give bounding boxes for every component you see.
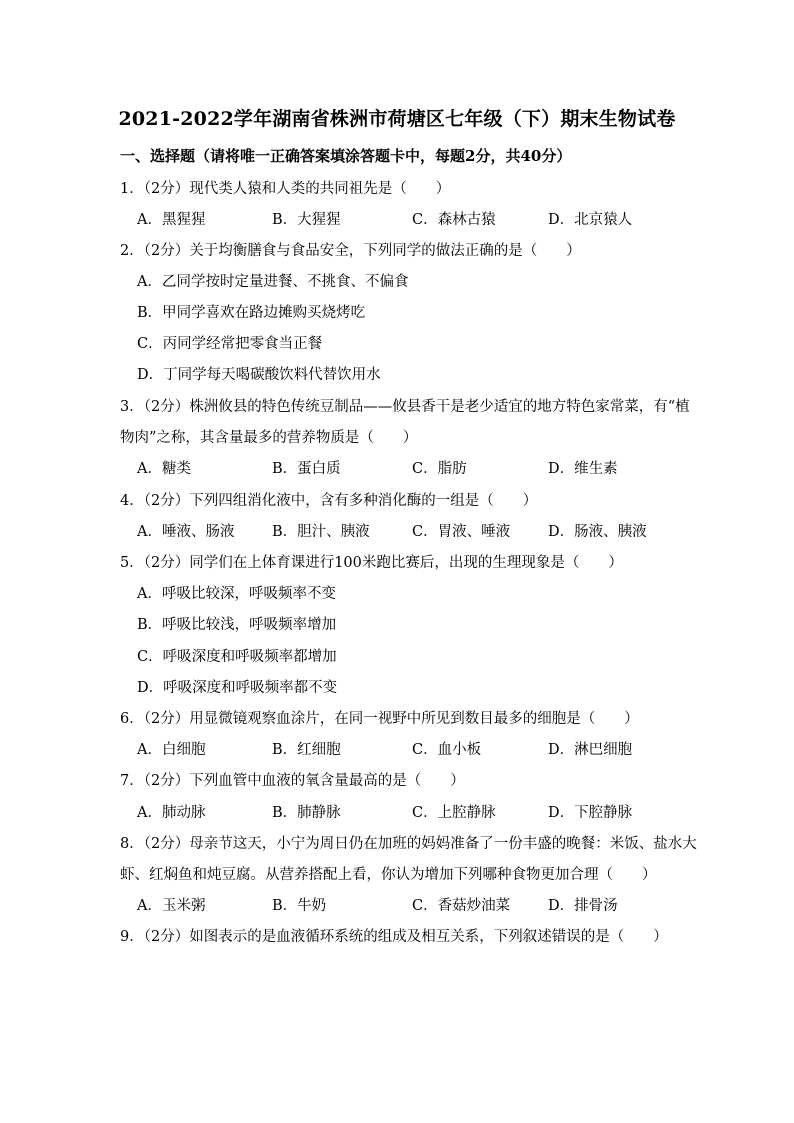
question-4-option-d: D．肠液、胰液 bbox=[548, 524, 647, 540]
question-4-stem: 4．（2分）下列四组消化液中，含有多种消化酶的一组是（ ） bbox=[120, 493, 538, 509]
question-4-option-b: B．胆汁、胰液 bbox=[272, 524, 370, 540]
question-5-option-a: A．呼吸比较深，呼吸频率不变 bbox=[137, 586, 336, 602]
question-6-stem: 6．（2分）用显微镜观察血涂片，在同一视野中所见到数目最多的细胞是（ ） bbox=[120, 711, 639, 727]
question-2-option-b: B．甲同学喜欢在路边摊购买烧烤吃 bbox=[137, 305, 366, 321]
question-7-option-b: B．肺静脉 bbox=[272, 805, 341, 821]
question-3-option-b: B．蛋白质 bbox=[272, 461, 341, 477]
question-7-option-a: A．肺动脉 bbox=[137, 805, 206, 821]
question-2-option-a: A．乙同学按时定量进餐、不挑食、不偏食 bbox=[137, 274, 409, 290]
question-6-option-b: B．红细胞 bbox=[272, 742, 341, 758]
question-1-option-d: D．北京猿人 bbox=[548, 212, 633, 228]
exam-title: 2021-2022学年湖南省株洲市荷塘区七年级（下）期末生物试卷 bbox=[118, 108, 676, 130]
question-9-stem: 9．（2分）如图表示的是血液循环系统的组成及相互关系，下列叙述错误的是（ ） bbox=[120, 929, 668, 945]
question-8-option-c: C．香菇炒油菜 bbox=[412, 898, 511, 914]
question-5-option-d: D．呼吸深度和呼吸频率都不变 bbox=[137, 680, 338, 696]
question-2-stem: 2．（2分）关于均衡膳食与食品安全，下列同学的做法正确的是（ ） bbox=[120, 243, 581, 259]
question-8-option-d: D．排骨汤 bbox=[548, 898, 618, 914]
question-6-option-c: C．血小板 bbox=[412, 742, 482, 758]
section-heading: 一、选择题（请将唯一正确答案填涂答题卡中，每题2分，共40分） bbox=[120, 147, 572, 165]
question-1-stem: 1．（2分）现代类人猿和人类的共同祖先是（ ） bbox=[120, 181, 451, 197]
question-7-option-c: C．上腔静脉 bbox=[412, 805, 496, 821]
question-5-option-c: C．呼吸深度和呼吸频率都增加 bbox=[137, 649, 337, 665]
question-8-option-b: B．牛奶 bbox=[272, 898, 327, 914]
question-1-option-a: A．黑猩猩 bbox=[137, 212, 206, 228]
question-2-option-d: D．丁同学每天喝碳酸饮料代替饮用水 bbox=[137, 367, 381, 383]
question-8-option-a: A．玉米粥 bbox=[137, 898, 206, 914]
question-3-stem-line-1: 3．（2分）株洲攸县的特色传统豆制品——攸县香干是老少适宜的地方特色家常菜，有“植 bbox=[120, 399, 690, 415]
question-4-option-c: C．胃液、唾液 bbox=[412, 524, 511, 540]
question-4-option-a: A．唾液、肠液 bbox=[137, 524, 235, 540]
question-3-option-c: C．脂肪 bbox=[412, 461, 467, 477]
question-6-option-a: A．白细胞 bbox=[137, 742, 206, 758]
question-1-option-b: B．大猩猩 bbox=[272, 212, 341, 228]
question-7-stem: 7．（2分）下列血管中血液的氧含量最高的是（ ） bbox=[120, 773, 465, 789]
question-3-option-d: D．维生素 bbox=[548, 461, 618, 477]
question-5-stem: 5．（2分）同学们在上体育课进行100米跑比赛后，出现的生理现象是（ ） bbox=[120, 555, 623, 571]
question-8-stem-line-1: 8．（2分）母亲节这天，小宁为周日仍在加班的妈妈准备了一份丰盛的晚餐：米饭、盐水大 bbox=[120, 836, 697, 852]
question-6-option-d: D．淋巴细胞 bbox=[548, 742, 633, 758]
question-2-option-c: C．丙同学经常把零食当正餐 bbox=[137, 336, 323, 352]
question-3-option-a: A．糖类 bbox=[137, 461, 191, 477]
question-8-stem-line-2: 虾、红焖鱼和炖豆腐。从营养搭配上看，你认为增加下列哪种食物更加合理（ ） bbox=[120, 867, 657, 883]
question-7-option-d: D．下腔静脉 bbox=[548, 805, 633, 821]
question-3-stem-line-2: 物肉”之称，其含量最多的营养物质是（ ） bbox=[120, 430, 418, 446]
question-5-option-b: B．呼吸比较浅，呼吸频率增加 bbox=[137, 617, 337, 633]
question-1-option-c: C．森林古猿 bbox=[412, 212, 496, 228]
